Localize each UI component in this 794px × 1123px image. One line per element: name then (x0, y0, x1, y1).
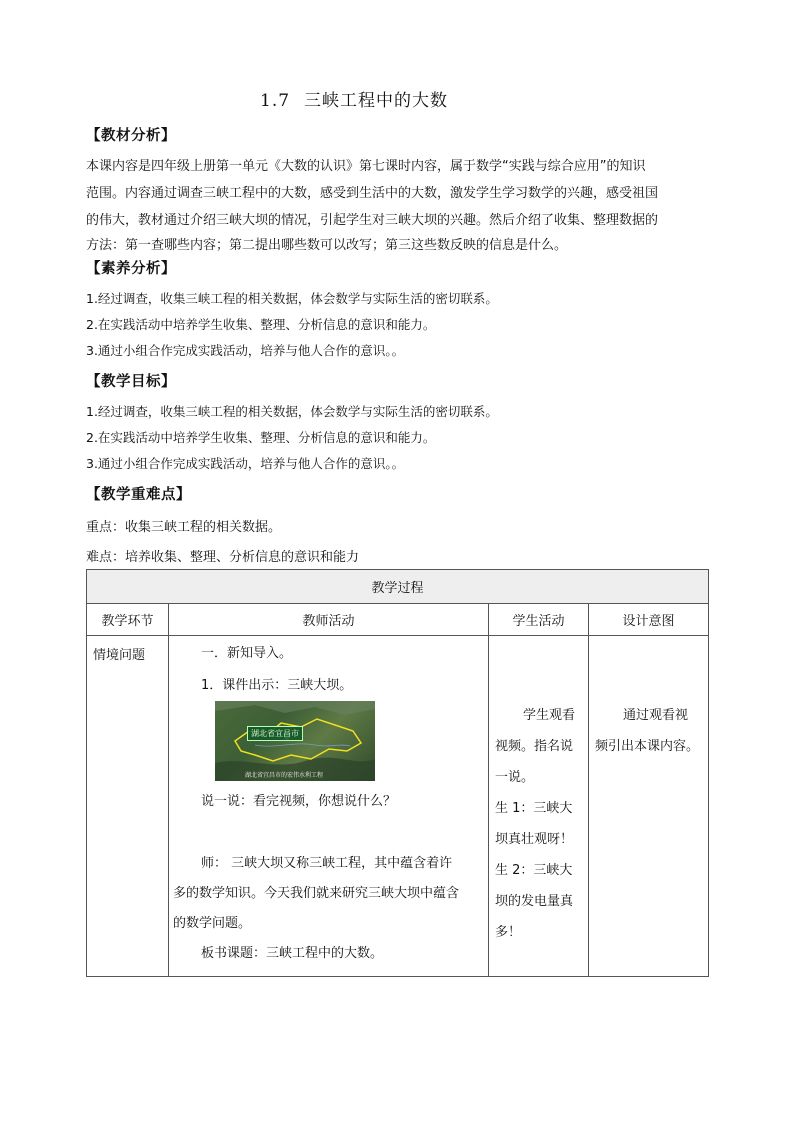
intent-line-2: 频引出本课内容。 (595, 739, 700, 754)
intent-line-1: 通过观看视 (623, 708, 689, 723)
literacy-item-1: 1.经过调查，收集三峡工程的相关数据，体会数学与实际生活的密切联系。 (86, 291, 498, 306)
key-point: 重点：收集三峡工程的相关数据。 (86, 520, 282, 535)
materials-line-1: 本课内容是四年级上册第一单元《大数的认识》第七课时内容，属于数学“实践与综合应用”的知识 (86, 159, 646, 174)
goal-item-1: 1.经过调查，收集三峡工程的相关数据，体会数学与实际生活的密切联系。 (86, 404, 498, 419)
student-line-1: 学生观看 (523, 708, 576, 723)
student-line-5: 坝真壮观呀！ (495, 832, 574, 847)
map-outline-graphic (215, 701, 375, 781)
goal-item-3: 3.通过小组合作完成实践活动，培养与他人合作的意识。。 (86, 456, 405, 471)
student-line-4: 生 1：三峡大 (495, 801, 573, 816)
teacher-line-3: 说一说：看完视频，你想说什么？ (201, 794, 397, 809)
student-text (495, 700, 587, 948)
materials-line-4: 方法：第一查哪些内容；第二提出哪些数可以改写；第三这些数反映的信息是什么。 (86, 238, 568, 253)
teacher-cell (169, 636, 489, 977)
teacher-line-2: 1．课件出示：三峡大坝。 (201, 678, 353, 693)
teacher-line-5: 多的数学知识。今天我们就来研究三峡大坝中蕴含 (173, 886, 460, 901)
student-line-2: 视频。指名说 (495, 739, 574, 754)
literacy-item-2: 2.在实践活动中培养学生收集、整理、分析信息的意识和能力。 (86, 317, 436, 332)
teacher-line-1: 一．新知导入。 (201, 646, 293, 661)
heading-materials: 【教材分析】 (86, 128, 176, 144)
heading-keypoints: 【教学重难点】 (86, 487, 191, 503)
teacher-line-4: 师： 三峡大坝又称三峡工程，其中蕴含着许 (201, 856, 453, 871)
student-line-8: 多！ (495, 925, 522, 940)
heading-goals: 【教学目标】 (86, 374, 176, 390)
difficult-point: 难点：培养收集、整理、分析信息的意识和能力 (86, 550, 360, 565)
lesson-title: 三峡工程中的大数 (304, 91, 449, 111)
heading-literacy: 【素养分析】 (86, 261, 176, 277)
lesson-number: 1.7 (260, 91, 291, 111)
materials-line-2: 范围。内容通过调查三峡工程中的大数，感受到生活中的大数，激发学生学习数学的兴趣，感受祖国 (86, 186, 659, 201)
map-caption: 湖北省宜昌市的宏伟水利工程 (245, 772, 324, 779)
intent-cell (589, 636, 709, 977)
goal-item-2: 2.在实践活动中培养学生收集、整理、分析信息的意识和能力。 (86, 430, 436, 445)
stage-label: 情境问题 (93, 648, 146, 663)
process-table (86, 569, 709, 977)
student-cell (489, 636, 589, 977)
page-title (260, 86, 448, 111)
col-head-intent: 设计意图 (589, 604, 709, 636)
student-line-3: 一说。 (495, 770, 535, 785)
literacy-item-3: 3.通过小组合作完成实践活动，培养与他人合作的意识。。 (86, 343, 405, 358)
col-head-teacher: 教师活动 (169, 604, 489, 636)
intent-text (595, 700, 707, 762)
map-label: 湖北省宜昌市 (247, 726, 303, 741)
three-gorges-map-image (215, 701, 375, 781)
stage-cell (87, 636, 169, 977)
student-line-6: 生 2：三峡大 (495, 863, 573, 878)
col-head-stage: 教学环节 (87, 604, 169, 636)
table-header: 教学过程 (87, 570, 709, 604)
teacher-line-6: 的数学问题。 (173, 916, 252, 931)
teacher-line-7: 板书课题：三峡工程中的大数。 (201, 946, 384, 961)
materials-line-3: 的伟大，教材通过介绍三峡大坝的情况，引起学生对三峡大坝的兴趣。然后介绍了收集、整理数据的 (86, 213, 659, 228)
col-head-student: 学生活动 (489, 604, 589, 636)
student-line-7: 坝的发电量真 (495, 894, 574, 909)
